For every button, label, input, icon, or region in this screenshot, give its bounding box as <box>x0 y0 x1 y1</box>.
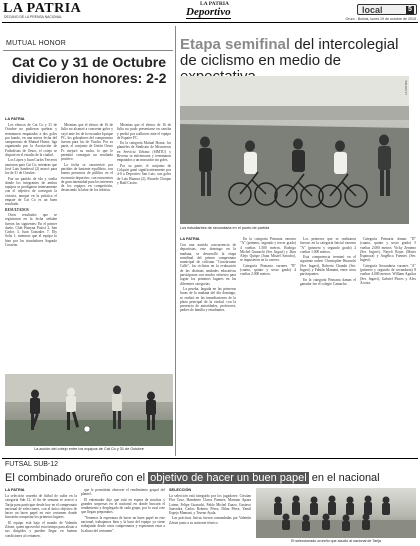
cycling-photo-illustration <box>180 76 409 224</box>
bottom-col-2 <box>81 488 165 544</box>
cycling-col-3 <box>300 237 356 455</box>
page-number: 5 <box>406 6 414 14</box>
cycling-col-3-p3: En la categoría Primaria damas el ganador fue el colegio Camacho. <box>300 277 356 286</box>
left-right-divider <box>175 26 176 456</box>
cycling-photo <box>180 76 409 224</box>
cycling-headline-highlight: Etapa semifinal <box>180 36 291 53</box>
soccer-photo <box>5 374 173 446</box>
left-col-3-p1: Mientras que el elenco de 16 de Julio no pudo presentarse en cancha y perdió por walkover ante el equipo de Espaire FC. <box>117 123 171 140</box>
section-name: local <box>362 5 383 15</box>
bottom-byline: LA PATRIA <box>5 488 25 492</box>
bottom-section-rule <box>2 458 418 459</box>
section-label-box <box>357 4 417 15</box>
section-brand-top: LA PATRIA <box>200 1 229 7</box>
section-brand: Deportivo <box>186 6 231 18</box>
left-kicker: MUTUAL HONOR <box>6 40 67 47</box>
left-col-1-p1: Los elencos de Cat Co y 31 de Octubre no pudieron quebrar y terminaron empatados a dos goles por bando, en una nueva fecha del campeonato de Mutual Honor, liga organizada por la Asociación de Futbolistas de Oruro, el cotejo se disputó en el estadio de la ciudad. <box>5 123 57 158</box>
cycling-col-3-p2: Esta competencia terminó en el siguiente orden: Christopher Huarachi (Ser. Ingavi), Roberto Chambi (Ser. Ingavi) y Fabián Mamani, entre otros participantes. <box>300 255 356 277</box>
cycling-col-2-p2: Categoría Primaria varones "B" (cuarto, quinto y sexto grado) 4 vueltas 2.000 metros. <box>240 263 296 277</box>
bottom-col-2-p2: El entrenador dijo que está en espera de muchas y grandes sorpresas en el nacional en donde buscará el rendimiento y desplegado de cada grupo, por lo cual cree que llegan preparados. <box>81 497 165 515</box>
masthead-bar <box>0 0 420 22</box>
bottom-col-1-p2: El equipo está bajo el mando de Valentín Zárate, quien aprovechó esta tiempo para alistar a sus dirigidos y pueden llegar en buenas condiciones al certamen. <box>5 520 77 538</box>
bottom-selection-heading: SELECCIÓN <box>169 488 192 492</box>
bottom-col-3-p2: Las prácticas físicas fueron comandadas por Valentín Zárate junto a su asistente técnico. <box>169 516 251 525</box>
soccer-photo-illustration <box>5 374 173 446</box>
masthead-logo: LA PATRIA <box>3 1 82 16</box>
bottom-col-2-p1: que le permitirán observar el rendimiento grupal del plantel. <box>81 488 165 497</box>
left-col-1-subhead: RESULTADOS <box>5 207 29 212</box>
cycling-col-1 <box>180 243 236 455</box>
left-col-2-p2: La fecha se caracterizó por partidos de bastante equilibrio, con buena presencia de público en el escenario deportivo, con encuentros de gran intensidad para los intereses de los equipos en competición, destacando la labor de los árbitros. <box>61 162 113 193</box>
cycling-col-3-p1: Los primeros que se realizaron fueron: en la categoría Inicial varones "A" (primero y segundo grado) 2 vueltas 1.000 metros. <box>300 237 356 254</box>
cycling-col-1-p2: La prueba, largada en las primeras horas de la mañana del día domingo, se realizó en las inmediaciones de la plaza principal de la ciudad, con la presencia de autoridades, profesores, padres de familia y estudiantes. <box>180 286 236 313</box>
left-col-1-p5: Otros resultados que se registraron en la fecha señalan fueron los siguientes: En el primer duelo, Club Huayna Potosí 2, San Carlos 3, Juan Gonzales 7, Ely Solis 1, mientras que el equipo lo hizo por los triunfadores Sagrado Corazón. <box>5 212 57 248</box>
left-col-1 <box>5 123 57 373</box>
left-col-1-p3: Fue un partido de ida y vuelta donde los integrantes de ambos equipos se prodigaron intensamente con el objetivo de conseguir la victoria, aunque en la práctica el empate de Cat Co es un buen resultado. <box>5 176 57 207</box>
cycling-col-4-p2: Categoría Secundaria varones "A" (primero y segundo de secundaria) 8 vueltas 4.000 metros: William Aguilar (Ser. Ingavi), Gabriel Flores y Alex Acosta. <box>360 263 416 285</box>
cycling-col-2-p1: En la categoría Primaria varones "A" (primero, segundo y tercer grado) 4 vueltas 1.500 metros, Rodrigo Michel Guarachi (Ser. Ingavi) y Jhon Alejo Quispe (Juan Misael Saracho), se impusieron en la carrera. <box>240 237 296 263</box>
cycling-byline: LA PATRIA <box>180 237 200 241</box>
bottom-col-3-p1: La selección está integrada por los jugadores: Cristian Flor Cruz, Humberto Claros Fuentes, Mariano Apaza Laime, Felipe Guarachi, Pablo Michel Zuazo, Gustavo Saavedra, Carlos Roberto Pérez, Dilan Pérez, Yamil Espejo Mamani, y Trueno Ayala. <box>169 494 251 516</box>
bottom-headline <box>5 472 417 485</box>
cycling-col-4 <box>360 237 416 455</box>
bottom-col-3 <box>169 494 251 544</box>
dateline: Oruro - Bolivia, lunes 19 de octubre de 2015 <box>345 17 416 21</box>
bottom-col-2-p3: "Tenemos la esperanza de hacer un buen papel en este nacional, trabajamos bien y la base del equipo ya viene trabajando desde otros campeonatos y esperamos estar a la altura del certamen". <box>81 515 165 533</box>
left-headline: Cat Co y 31 de Octubre dividieron honores: 2-2 <box>11 54 167 86</box>
left-col-3-p3: Por su parte, el conjunto de Colquiri ganó significativamente por 4-0 a Deportivo San Luis, con goles de Luis Huanca (2), Ricardo Choque y Raúl Castro. <box>117 163 171 185</box>
cycling-photo-credit: LA PATRIA <box>404 80 408 95</box>
cycling-col-4-p1: Categoría Primaria damas "D" (cuarto, quinto y sexto grado) 5 vueltas 2.000 metros: Vicky Zenteno (Ser. Ingavi), Nayeli Rojas (Mario Espinoza) y Angélica Fuentes (Ser. Ingavi). <box>360 237 416 263</box>
bottom-kicker: FUTSAL SUB-12 <box>5 461 59 468</box>
left-col-3 <box>117 123 171 373</box>
team-photo-caption: El seleccionado orureño que acudió al nacional de Tarija <box>291 539 381 543</box>
cycling-col-2 <box>240 237 296 455</box>
left-byline: LA PATRIA <box>5 117 25 121</box>
bottom-headline-highlight: objetivo de hacer un buen papel <box>150 472 307 484</box>
cycling-caption: Los estudiantes de secundaria en el punto de partida <box>180 226 270 230</box>
bottom-col-1 <box>5 494 77 544</box>
masthead-motto: DECANO DE LA PRENSA NACIONAL <box>4 15 63 19</box>
bottom-col-1-p1: La selección orureña de fútbol de salón en la categoría Sub 12, el fin de semana se acercó a Tarija para participar desde hoy en el campeonato nacional de selecciones, con el único objetivo de hacer un buen papel en este certamen donde buscarán conquistar los primeros lugares. <box>5 494 77 520</box>
bottom-headline-start: El combinado orureño con el <box>5 472 146 484</box>
left-kicker-rule <box>3 50 173 51</box>
cycling-col-1-p1: Con una nutrida concurrencia de deportistas, este domingo en la mañana, se desarrolló la etapa semifinal del primer campeonato municipal de ciclismo "Concúrsame Calle", los ciclistas en la evaluación de las distintas unidades educativas participaron con mucho esfuerzo para lograr los primeros lugares en las diferentes categorías. <box>180 243 236 286</box>
left-col-3-p2: En la categoría Mutual Honor, los planteles de Sindicato de Mixtureros en Servicio Urbano (SIMTU) y Riveras se enfrentaron y terminaron empatados a un marcador sin goles. <box>117 141 171 163</box>
left-photo-caption: La acción del cotejo entre los equipos de Cat Co y 31 de Octubre <box>34 447 144 451</box>
left-col-2-p1: Mientras que el elenco de 16 de Julio no alcanzó a concretar goles y cayó ante los de la escuadra Iquique FC, los goleadores del compromiso fueron para los de Viacha. Por su parte, el conjunto de Unión Oruro Fc mejoró su racha, lo que le permitió conseguir un resultado positivo. <box>61 123 113 162</box>
bottom-headline-end: en el nacional <box>311 472 380 484</box>
header-rule <box>2 22 418 23</box>
team-photo-illustration <box>256 488 416 538</box>
cycling-headline-rest: del intercolegial de ciclismo en medio de <box>180 36 399 69</box>
left-col-1-p2: Los López y Juan Carlos Terceros anotaron para Cat Co, mientras que José Luis Sandoval (2) marcó para los de 31 de Octubre. <box>5 158 57 176</box>
team-photo <box>256 488 416 538</box>
left-col-2 <box>61 123 113 373</box>
